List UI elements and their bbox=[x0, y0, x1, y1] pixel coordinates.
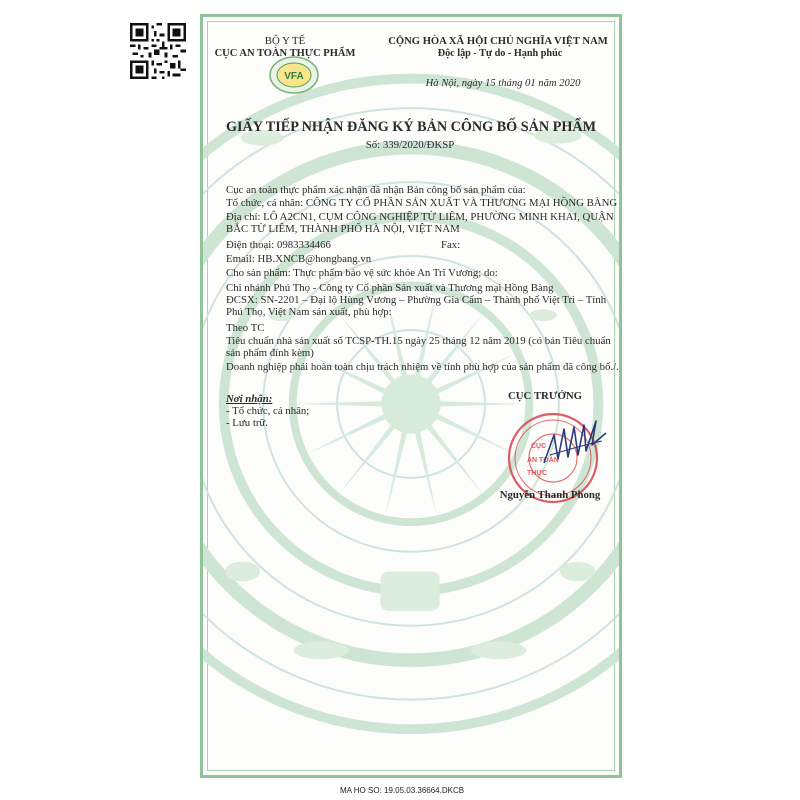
body-line: sản phẩm đính kèm) bbox=[226, 347, 314, 359]
svg-text:VFA: VFA bbox=[284, 71, 304, 82]
phone-line: Điện thoại: 0983334466 bbox=[226, 239, 331, 251]
svg-text:CỤC: CỤC bbox=[531, 443, 547, 450]
department-name: CỤC AN TOÀN THỰC PHẨM bbox=[214, 48, 356, 59]
recipient-item: - Lưu trữ. bbox=[226, 417, 268, 429]
country-name: CỘNG HÒA XÃ HỘI CHỦ NGHĨA VIỆT NAM bbox=[388, 36, 608, 47]
recipient-item: - Tổ chức, cá nhân; bbox=[226, 405, 310, 417]
document-title: GIẤY TIẾP NHẬN ĐĂNG KÝ BẢN CÔNG BỐ SẢN PHẨM bbox=[225, 119, 597, 135]
handwritten-signature bbox=[540, 415, 610, 475]
document-number: Số: 339/2020/ĐKSP bbox=[365, 139, 455, 151]
svg-text:THỰC: THỰC bbox=[527, 470, 548, 477]
body-line: Chi nhánh Phú Thọ - Công ty Cổ phần Sản xuất và Thương mại Hồng Bàng bbox=[226, 282, 554, 294]
qr-code-image bbox=[130, 22, 186, 80]
body-line: Doanh nghiệp phải hoàn toàn chịu trách nhiệm về tính phù hợp của sản phẩm đã công bố./. bbox=[226, 361, 619, 373]
body-line: Tiêu chuẩn nhà sản xuất số TCSP-TH.15 ngày 25 tháng 12 năm 2019 (có bản Tiêu chuẩn bbox=[226, 335, 611, 347]
body-line: Tổ chức, cá nhân: CÔNG TY CỔ PHẦN SẢN XUẤT VÀ THƯƠNG MẠI HỒNG BÀNG bbox=[226, 197, 618, 209]
dossier-code: MA HO SO: 19.05.03.36664.DKCB bbox=[340, 786, 465, 795]
body-line: Phú Thọ, Việt Nam sản xuất, phù hợp: bbox=[226, 306, 392, 318]
body-line: Địa chỉ: LÔ A2CN1, CỤM CÔNG NGHIỆP TỪ LIÊM, PHƯỜNG MINH KHAI, QUẬN bbox=[226, 211, 614, 223]
signatory-name: Nguyễn Thanh Phong bbox=[499, 489, 601, 501]
ministry-name: BỘ Y TẾ bbox=[264, 35, 306, 47]
body-line: BẮC TỪ LIÊM, THÀNH PHỐ HÀ NỘI, VIỆT NAM bbox=[226, 223, 460, 235]
fax-line: Fax: bbox=[441, 239, 461, 251]
body-line: Cho sản phẩm: Thực phẩm bảo vệ sức khỏe An Trĩ Vương; do: bbox=[226, 267, 498, 279]
recipients-heading: Nơi nhận: bbox=[226, 393, 273, 405]
date-line: Hà Nội, ngày 15 tháng 01 năm 2020 bbox=[425, 78, 581, 89]
svg-text:AN TOÀN: AN TOÀN bbox=[527, 457, 559, 464]
email-line: Email: HB.XNCB@hongbang.vn bbox=[226, 253, 372, 265]
signatory-title: CỤC TRƯỞNG bbox=[507, 390, 583, 402]
drum-star-center bbox=[381, 374, 440, 433]
body-line: ĐCSX: SN-2201 – Đại lộ Hùng Vương – Phường Gia Cẩm – Thành phố Việt Trì – Tỉnh bbox=[226, 294, 607, 306]
vfa-logo-icon bbox=[268, 55, 320, 95]
national-motto: Độc lập - Tự do - Hạnh phúc bbox=[437, 48, 563, 59]
body-line: Theo TC bbox=[226, 322, 265, 334]
body-line: Cục an toàn thực phẩm xác nhận đã nhận Bản công bố sản phẩm của: bbox=[226, 184, 526, 196]
